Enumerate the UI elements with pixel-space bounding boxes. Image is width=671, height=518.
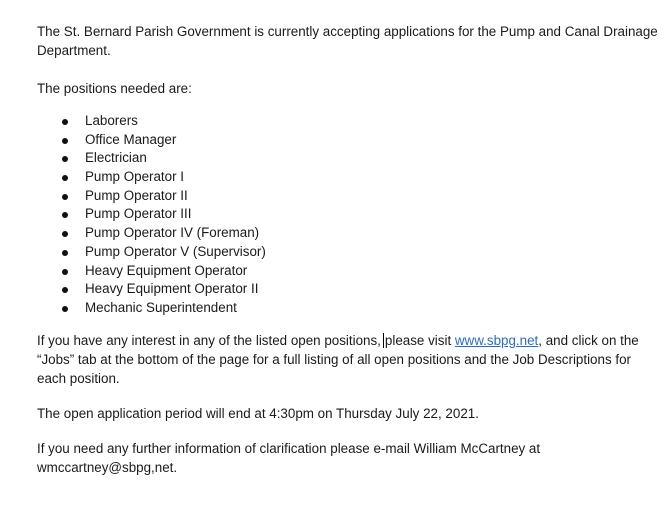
document-body — [37, 22, 661, 477]
website-link[interactable]: www.sbpg.net — [454, 332, 539, 348]
bullet-icon — [62, 156, 68, 162]
position-label: Pump Operator IV (Foreman) — [85, 225, 260, 241]
position-label: Heavy Equipment Operator II — [85, 281, 259, 297]
bullet-icon — [62, 194, 68, 200]
bullet-icon — [62, 306, 68, 312]
position-label: Pump Operator II — [85, 187, 188, 203]
interest-text-end: , and click on the “Jobs” tab at the bottom of the page for a full listing of all open positions and the Job Descriptions for each position. — [37, 332, 639, 386]
bullet-icon — [62, 287, 68, 293]
position-label: Heavy Equipment Operator — [85, 262, 248, 278]
bullet-icon — [62, 119, 68, 125]
list-item — [37, 280, 661, 299]
position-label: Pump Operator I — [85, 169, 184, 185]
position-label: Electrician — [85, 150, 147, 166]
contact-paragraph: If you need any further information of clarification please e-mail William McCartney at wmccartney@sbpg,net. — [37, 440, 541, 475]
position-label: Laborers — [85, 113, 138, 128]
list-item — [37, 205, 661, 224]
list-item — [37, 112, 661, 131]
bullet-icon — [62, 138, 68, 144]
interest-text-start: If you have any interest in any of the listed open positions, — [37, 332, 381, 348]
interest-text-middle: please visit — [384, 332, 455, 348]
bullet-icon — [62, 250, 68, 256]
interest-paragraph — [37, 331, 661, 388]
list-item — [37, 187, 661, 206]
list-item — [37, 168, 661, 187]
position-label: Office Manager — [85, 131, 177, 147]
list-item — [37, 149, 661, 168]
text-cursor — [383, 333, 384, 348]
bullet-icon — [62, 212, 68, 218]
list-item — [37, 299, 661, 318]
position-label: Pump Operator V (Supervisor) — [85, 243, 266, 259]
bullet-icon — [62, 175, 68, 181]
position-label: Pump Operator III — [85, 206, 192, 222]
list-item — [37, 224, 661, 243]
list-item — [37, 243, 661, 262]
application-period-paragraph: The open application period will end at 4:30pm on Thursday July 22, 2021. — [37, 405, 479, 421]
list-item — [37, 131, 661, 150]
bullet-icon — [62, 231, 68, 237]
positions-heading: The positions needed are: — [37, 81, 192, 96]
bullet-icon — [62, 269, 68, 275]
list-item — [37, 262, 661, 281]
position-label: Mechanic Superintendent — [85, 299, 237, 315]
positions-list — [37, 112, 661, 318]
intro-paragraph: The St. Bernard Parish Government is currently accepting applications for the Pump and Canal Drainage Department. — [37, 24, 658, 58]
